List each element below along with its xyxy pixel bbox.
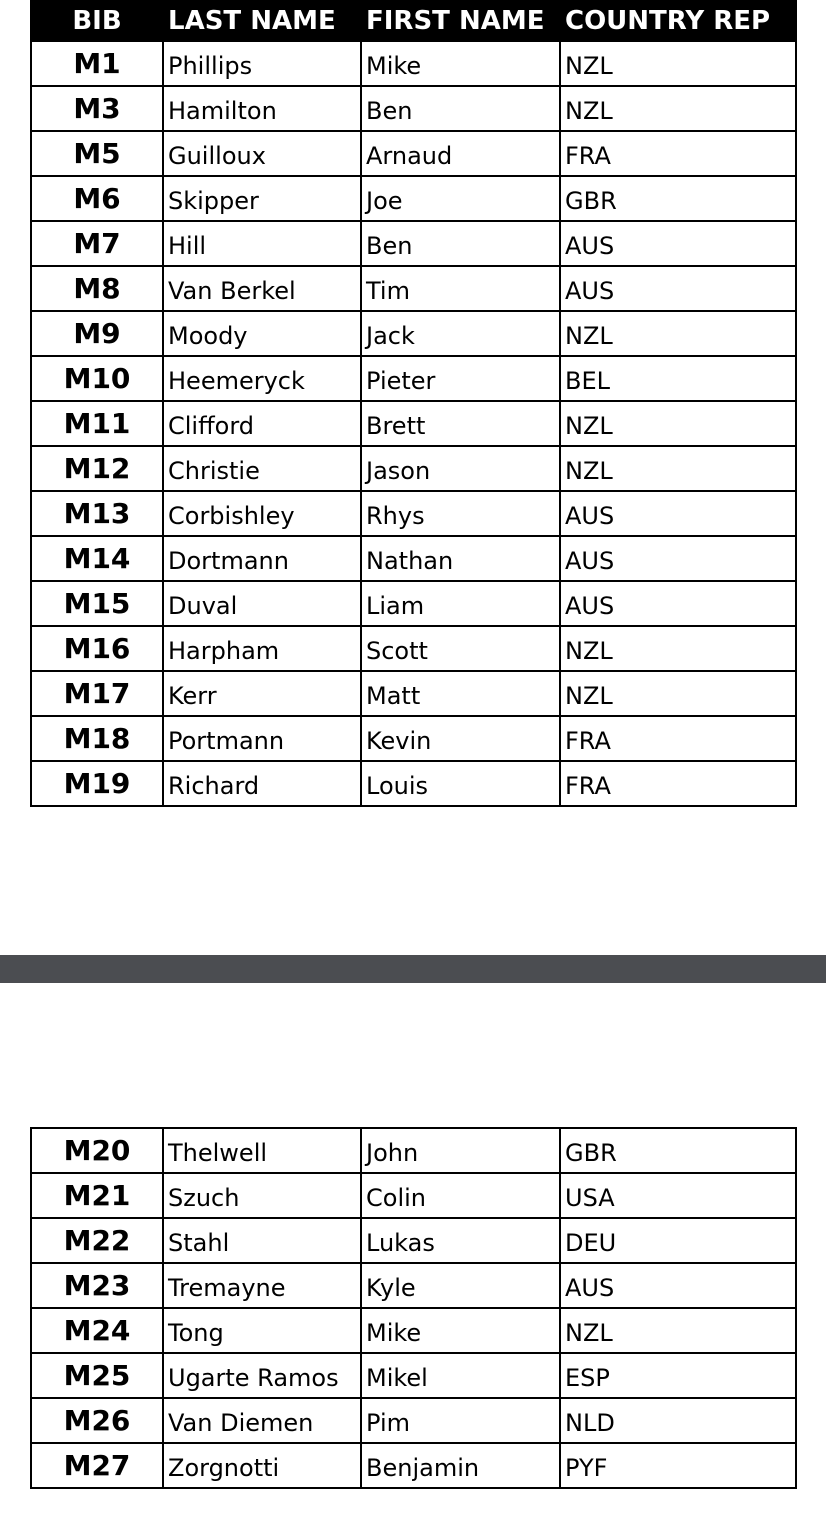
bib-cell: M25	[31, 1353, 163, 1398]
bib-cell: M27	[31, 1443, 163, 1488]
first-name-cell: Colin	[361, 1173, 560, 1218]
country-cell: NZL	[560, 311, 796, 356]
last-name-cell: Duval	[163, 581, 361, 626]
bib-cell: M16	[31, 626, 163, 671]
table-row	[31, 1353, 796, 1398]
last-name-cell: Szuch	[163, 1173, 361, 1218]
first-name-cell: Louis	[361, 761, 560, 806]
last-name-cell: Van Diemen	[163, 1398, 361, 1443]
first-name-cell: Matt	[361, 671, 560, 716]
table-row	[31, 401, 796, 446]
last-name-cell: Dortmann	[163, 536, 361, 581]
country-cell: AUS	[560, 1263, 796, 1308]
bib-cell: M20	[31, 1128, 163, 1173]
bib-cell: M23	[31, 1263, 163, 1308]
start-list-table	[30, 0, 797, 807]
country-cell: AUS	[560, 536, 796, 581]
first-name-cell: Mike	[361, 1308, 560, 1353]
table-row	[31, 446, 796, 491]
bib-cell: M19	[31, 761, 163, 806]
country-cell: BEL	[560, 356, 796, 401]
first-name-cell: Liam	[361, 581, 560, 626]
bib-cell: M11	[31, 401, 163, 446]
last-name-cell: Thelwell	[163, 1128, 361, 1173]
bib-cell: M21	[31, 1173, 163, 1218]
table-row	[31, 176, 796, 221]
country-cell: AUS	[560, 221, 796, 266]
first-name-cell: Brett	[361, 401, 560, 446]
last-name-cell: Moody	[163, 311, 361, 356]
country-cell: ESP	[560, 1353, 796, 1398]
table-row	[31, 266, 796, 311]
bib-cell: M24	[31, 1308, 163, 1353]
bib-cell: M1	[31, 41, 163, 86]
page-separator	[0, 955, 826, 983]
table-row	[31, 86, 796, 131]
country-cell: NZL	[560, 41, 796, 86]
bib-cell: M26	[31, 1398, 163, 1443]
table-row	[31, 41, 796, 86]
country-cell: GBR	[560, 1128, 796, 1173]
table-row	[31, 311, 796, 356]
bib-cell: M3	[31, 86, 163, 131]
bib-cell: M15	[31, 581, 163, 626]
country-cell: USA	[560, 1173, 796, 1218]
last-name-cell: Phillips	[163, 41, 361, 86]
bib-cell: M6	[31, 176, 163, 221]
first-name-cell: Ben	[361, 86, 560, 131]
first-name-cell: Lukas	[361, 1218, 560, 1263]
country-cell: AUS	[560, 266, 796, 311]
table-row	[31, 131, 796, 176]
first-name-cell: Jason	[361, 446, 560, 491]
last-name-cell: Zorgnotti	[163, 1443, 361, 1488]
first-name-cell: Kevin	[361, 716, 560, 761]
first-name-cell: Arnaud	[361, 131, 560, 176]
last-name-cell: Christie	[163, 446, 361, 491]
bib-cell: M12	[31, 446, 163, 491]
column-header-bib: BIB	[31, 1, 163, 41]
table-row	[31, 536, 796, 581]
first-name-cell: Pieter	[361, 356, 560, 401]
country-cell: NZL	[560, 86, 796, 131]
country-cell: GBR	[560, 176, 796, 221]
bib-cell: M8	[31, 266, 163, 311]
country-cell: NZL	[560, 626, 796, 671]
column-header-first-name: FIRST NAME	[361, 1, 560, 41]
bib-cell: M7	[31, 221, 163, 266]
first-name-cell: Tim	[361, 266, 560, 311]
table-row	[31, 1218, 796, 1263]
bib-cell: M14	[31, 536, 163, 581]
first-name-cell: Mike	[361, 41, 560, 86]
country-cell: DEU	[560, 1218, 796, 1263]
last-name-cell: Heemeryck	[163, 356, 361, 401]
bib-cell: M10	[31, 356, 163, 401]
table-row	[31, 1173, 796, 1218]
last-name-cell: Kerr	[163, 671, 361, 716]
table-row	[31, 221, 796, 266]
last-name-cell: Skipper	[163, 176, 361, 221]
last-name-cell: Richard	[163, 761, 361, 806]
last-name-cell: Guilloux	[163, 131, 361, 176]
bib-cell: M17	[31, 671, 163, 716]
last-name-cell: Tong	[163, 1308, 361, 1353]
first-name-cell: John	[361, 1128, 560, 1173]
table-row	[31, 761, 796, 806]
table-row	[31, 1398, 796, 1443]
last-name-cell: Tremayne	[163, 1263, 361, 1308]
last-name-cell: Clifford	[163, 401, 361, 446]
table-row	[31, 1308, 796, 1353]
last-name-cell: Portmann	[163, 716, 361, 761]
last-name-cell: Harpham	[163, 626, 361, 671]
bib-cell: M13	[31, 491, 163, 536]
first-name-cell: Joe	[361, 176, 560, 221]
table-row	[31, 671, 796, 716]
country-cell: NZL	[560, 671, 796, 716]
table-header-row	[31, 1, 796, 41]
first-name-cell: Benjamin	[361, 1443, 560, 1488]
start-list-table-page-2	[30, 1127, 795, 1489]
country-cell: NZL	[560, 401, 796, 446]
start-list-table-continued	[30, 1127, 797, 1489]
country-cell: AUS	[560, 491, 796, 536]
last-name-cell: Van Berkel	[163, 266, 361, 311]
last-name-cell: Corbishley	[163, 491, 361, 536]
last-name-cell: Stahl	[163, 1218, 361, 1263]
column-header-country-rep: COUNTRY REP	[560, 1, 796, 41]
first-name-cell: Pim	[361, 1398, 560, 1443]
country-cell: FRA	[560, 131, 796, 176]
first-name-cell: Jack	[361, 311, 560, 356]
table-row	[31, 716, 796, 761]
country-cell: NZL	[560, 446, 796, 491]
table-row	[31, 1263, 796, 1308]
first-name-cell: Mikel	[361, 1353, 560, 1398]
bib-cell: M9	[31, 311, 163, 356]
first-name-cell: Rhys	[361, 491, 560, 536]
bib-cell: M22	[31, 1218, 163, 1263]
last-name-cell: Hamilton	[163, 86, 361, 131]
bib-cell: M5	[31, 131, 163, 176]
first-name-cell: Kyle	[361, 1263, 560, 1308]
country-cell: NZL	[560, 1308, 796, 1353]
last-name-cell: Hill	[163, 221, 361, 266]
start-list-table-page-1	[30, 0, 795, 807]
country-cell: FRA	[560, 761, 796, 806]
country-cell: PYF	[560, 1443, 796, 1488]
column-header-last-name: LAST NAME	[163, 1, 361, 41]
last-name-cell: Ugarte Ramos	[163, 1353, 361, 1398]
first-name-cell: Ben	[361, 221, 560, 266]
table-row	[31, 581, 796, 626]
table-row	[31, 356, 796, 401]
table-row	[31, 491, 796, 536]
country-cell: NLD	[560, 1398, 796, 1443]
bib-cell: M18	[31, 716, 163, 761]
table-row	[31, 1443, 796, 1488]
table-row	[31, 626, 796, 671]
first-name-cell: Scott	[361, 626, 560, 671]
table-row	[31, 1128, 796, 1173]
country-cell: FRA	[560, 716, 796, 761]
first-name-cell: Nathan	[361, 536, 560, 581]
country-cell: AUS	[560, 581, 796, 626]
